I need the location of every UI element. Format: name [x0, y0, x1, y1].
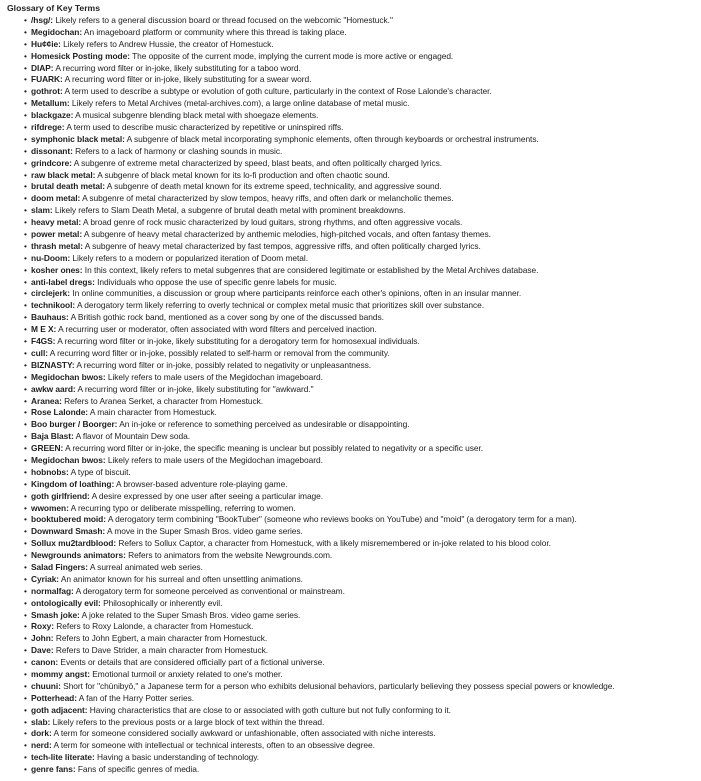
glossary-definition: A subgenre of black metal incorporating symphonic elements, often through keyboards or orchestral instruments.: [124, 133, 539, 144]
glossary-term: ontologically evil:: [31, 597, 101, 608]
glossary-item: [0, 170, 701, 182]
glossary-item: [0, 384, 701, 396]
glossary-definition: Having characteristics that are close to or associated with goth culture but not fully conforming to it.: [87, 704, 451, 715]
glossary-definition: Likely refers to a general discussion board or thread focused on the webcomic "Homestuck.": [53, 15, 393, 25]
glossary-term: anti-label dregs:: [31, 276, 95, 287]
glossary-term: grindcore:: [31, 157, 72, 168]
glossary-term: goth girlfriend:: [31, 490, 90, 501]
glossary-item: [0, 503, 701, 515]
glossary-definition: A recurring word filter or in-joke, likely substituting for a derogatory term for homosexual individuals.: [55, 336, 420, 347]
glossary-term: Metallum:: [31, 98, 70, 109]
glossary-term: gothrot:: [31, 86, 63, 97]
glossary-definition: A term used to describe music characterized by repetitive or uninspired riffs.: [64, 122, 344, 133]
glossary-term: Hu¢¢ie:: [31, 38, 61, 49]
glossary-term: John:: [31, 633, 54, 644]
glossary-item: [0, 491, 701, 503]
glossary-item: [0, 431, 701, 443]
glossary-definition: Fans of specific genres of media.: [75, 764, 200, 775]
glossary-definition: A subgenre of death metal known for its extreme speed, technicality, and aggressive sound.: [104, 181, 442, 192]
glossary-term: cull:: [31, 347, 48, 358]
glossary-item: [0, 300, 701, 312]
glossary-term: BIZNASTY:: [31, 359, 75, 370]
glossary-definition: A browser-based adventure role-playing game.: [114, 478, 288, 489]
glossary-term: slam:: [31, 205, 53, 216]
glossary-definition: Refers to Dave Strider, a main character from Homestuck.: [53, 645, 269, 656]
glossary-term: Baja Blast:: [31, 431, 74, 442]
glossary-item: [0, 181, 701, 193]
glossary-item: [0, 288, 701, 300]
glossary-term: Rose Lalonde:: [31, 407, 89, 418]
glossary-definition: A subgenre of metal characterized by slow tempos, heavy riffs, and often dark or melancholic themes.: [80, 193, 454, 204]
glossary-definition: Refers to Roxy Lalonde, a character from Homestuck.: [54, 621, 254, 632]
glossary-item: [0, 479, 701, 491]
glossary-term: booktubered moid:: [31, 514, 106, 525]
glossary-item: [0, 348, 701, 360]
glossary-term: canon:: [31, 657, 59, 668]
glossary-item: [0, 372, 701, 384]
glossary-item: [0, 39, 701, 51]
glossary-definition: A subgenre of heavy metal characterized by anthemic melodies, high-pitched vocals, and often fantasy themes.: [82, 229, 491, 240]
glossary-term: M E X:: [31, 324, 57, 335]
glossary-item: [0, 312, 701, 324]
glossary-term: tech-lite literate:: [31, 752, 95, 763]
glossary-item: [0, 63, 701, 75]
glossary-item: [0, 241, 701, 253]
glossary-item: [0, 110, 701, 122]
glossary-item: [0, 526, 701, 538]
glossary-term: Salad Fingers:: [31, 561, 89, 572]
glossary-term: blackgaze:: [31, 110, 74, 121]
glossary-item: [0, 205, 701, 217]
glossary-item: [0, 98, 701, 110]
glossary-item: [0, 610, 701, 622]
glossary-term: DIAP:: [31, 62, 54, 73]
glossary-term: F4GS:: [31, 336, 56, 347]
glossary-item: [0, 51, 701, 63]
glossary-definition: Refers to Sollux Captor, a character from Homestuck, with a likely misremembered or in-joke related to his blood color.: [116, 538, 551, 549]
glossary-item: [0, 217, 701, 229]
glossary-item: [0, 265, 701, 277]
glossary-term: nerd:: [31, 740, 52, 751]
glossary-term: mommy angst:: [31, 668, 90, 679]
glossary-term: Downward Smash:: [31, 526, 106, 537]
glossary-term: Megidochan:: [31, 26, 83, 37]
glossary-definition: A derogatory term combining "BookTuber" (someone who reviews books on YouTube) and "moid" (a derogatory term for a man).: [106, 514, 577, 525]
glossary-term: Boo burger / Boorger:: [31, 419, 118, 430]
glossary-definition: A broad genre of rock music characterized by loud guitars, strong rhythms, and often aggressive vocals.: [81, 217, 463, 228]
glossary-item: [0, 336, 701, 348]
glossary-definition: An in-joke or reference to something perceived as undesirable or disappointing.: [117, 419, 410, 430]
glossary-term: Sollux mu2tardblood:: [31, 538, 117, 549]
glossary-definition: A surreal animated web series.: [88, 561, 203, 572]
glossary-definition: A move in the Super Smash Bros. video game series.: [105, 526, 303, 537]
glossary-item: [0, 574, 701, 586]
glossary-term: awkw aard:: [31, 383, 76, 394]
glossary-definition: A subgenre of black metal known for its lo-fi production and often chaotic sound.: [95, 169, 390, 180]
glossary-item: [0, 146, 701, 158]
glossary-definition: A recurring word filter or in-joke, the specific meaning is unclear but possibly related to negativity or a specific user.: [63, 443, 484, 454]
glossary-term: chuuni:: [31, 680, 61, 691]
glossary-item: [0, 324, 701, 336]
glossary-item: [0, 681, 701, 693]
glossary-term: doom metal:: [31, 193, 81, 204]
glossary-term: rifdrege:: [31, 122, 65, 133]
glossary-item: [0, 728, 701, 740]
glossary-item: [0, 752, 701, 764]
glossary-definition: A derogatory term likely referring to overly technical or complex metal music that prioritizes skill over substance.: [75, 300, 485, 311]
glossary-definition: In this context, likely refers to metal subgenres that are considered legitimate or established by the Metal Archives database.: [82, 264, 539, 275]
glossary-item: [0, 229, 701, 241]
glossary-term: nu-Doom:: [31, 252, 71, 263]
glossary-definition: A term used to describe a subtype or evolution of goth culture, particularly in the context of Rose Lalonde's character.: [62, 86, 492, 97]
glossary-item: [0, 277, 701, 289]
glossary-definition: A desire expressed by one user after seeing a particular image.: [89, 490, 324, 501]
glossary-item: [0, 134, 701, 146]
glossary-definition: Refers to animators from the website Newgrounds.com.: [125, 550, 333, 561]
glossary-definition: A term for someone with intellectual or technical interests, often to an obsessive degree.: [51, 740, 375, 751]
glossary-item: [0, 705, 701, 717]
glossary-term: circlejerk:: [31, 288, 71, 299]
glossary-item: [0, 586, 701, 598]
glossary-definition: Refers to John Egbert, a main character from Homestuck.: [53, 633, 268, 644]
glossary-item: [0, 15, 701, 27]
glossary-item: [0, 193, 701, 205]
glossary-definition: Likely refers to Metal Archives (metal-archives.com), a large online database of metal music.: [69, 98, 410, 109]
glossary-item: [0, 396, 701, 408]
glossary-definition: Refers to a lack of harmony or clashing sounds in music.: [72, 145, 283, 156]
glossary-item: [0, 74, 701, 86]
glossary-list: [0, 15, 701, 776]
glossary-definition: A recurring word filter or in-joke, likely substituting for "awkward.": [75, 383, 314, 394]
glossary-definition: An animator known for his surreal and often unsettling animations.: [59, 573, 303, 584]
glossary-definition: A recurring user or moderator, often associated with word filters and perceived inaction.: [56, 324, 377, 335]
glossary-definition: Refers to Aranea Serket, a character from Homestuck.: [61, 395, 264, 406]
glossary-item: [0, 455, 701, 467]
glossary-term: Aranea:: [31, 395, 62, 406]
glossary-item: [0, 122, 701, 134]
glossary-term: thrash metal:: [31, 240, 83, 251]
glossary-item: [0, 764, 701, 776]
glossary-definition: A subgenre of heavy metal characterized by fast tempos, aggressive riffs, and often politically charged lyrics.: [82, 240, 481, 251]
glossary-term: Megidochan bwos:: [31, 371, 106, 382]
glossary-term: wwomen:: [31, 502, 69, 513]
glossary-definition: Events or details that are considered officially part of a fictional universe.: [58, 657, 325, 668]
glossary-definition: Likely refers to the previous posts or a large block of text within the thread.: [50, 716, 325, 727]
glossary-term: Megidochan bwos:: [31, 454, 106, 465]
glossary-definition: A type of biscuit.: [68, 466, 131, 477]
glossary-definition: Having a basic understanding of technology.: [94, 752, 260, 763]
glossary-term: Homesick Posting mode:: [31, 50, 130, 61]
glossary-term: normalfag:: [31, 585, 74, 596]
glossary-definition: A musical subgenre blending black metal with shoegaze elements.: [73, 110, 319, 121]
glossary-term: kosher ones:: [31, 264, 83, 275]
glossary-item: [0, 645, 701, 657]
glossary-term: dork:: [31, 728, 52, 739]
glossary-definition: Likely refers to Slam Death Metal, a subgenre of brutal death metal with prominent breakdowns.: [52, 205, 406, 216]
glossary-item: [0, 514, 701, 526]
glossary-item: [0, 360, 701, 372]
glossary-definition: A British gothic rock band, mentioned as a cover song by one of the discussed bands.: [68, 312, 384, 323]
glossary-heading: Glossary of Key Terms: [7, 3, 100, 13]
glossary-item: [0, 158, 701, 170]
glossary-term: Dave:: [31, 645, 54, 656]
glossary-definition: Philosophically or inherently evil.: [100, 597, 223, 608]
glossary-term: genre fans:: [31, 764, 76, 775]
glossary-term: Smash joke:: [31, 609, 80, 620]
glossary-item: [0, 598, 701, 610]
glossary-term: brutal death metal:: [31, 181, 105, 192]
glossary-item: [0, 633, 701, 645]
glossary-item: [0, 740, 701, 752]
glossary-definition: Likely refers to Andrew Hussie, the creator of Homestuck.: [60, 38, 274, 49]
glossary-definition: A subgenre of extreme metal characterized by speed, blast beats, and often politically charged lyrics.: [71, 157, 442, 168]
glossary-definition: A derogatory term for someone perceived as conventional or mainstream.: [73, 585, 345, 596]
glossary-definition: Likely refers to a modern or popularized iteration of Doom metal.: [70, 252, 308, 263]
glossary-definition: The opposite of the current mode, implying the current mode is more active or engaged.: [129, 50, 454, 61]
glossary-item: [0, 657, 701, 669]
glossary-definition: A joke related to the Super Smash Bros. video game series.: [79, 609, 301, 620]
glossary-term: Cyriak:: [31, 573, 60, 584]
glossary-term: GREEN:: [31, 443, 64, 454]
glossary-definition: A term for someone considered socially awkward or unfashionable, often associated with niche interests.: [51, 728, 436, 739]
glossary-item: [0, 562, 701, 574]
glossary-term: Newgrounds animators:: [31, 550, 126, 561]
glossary-definition: Short for "chūnibyō," a Japanese term for a person who exhibits delusional behaviors, particularly believing they possess special powers or knowledge.: [60, 680, 615, 691]
glossary-definition: Likely refers to male users of the Megidochan imageboard.: [105, 454, 323, 465]
glossary-item: [0, 550, 701, 562]
glossary-item: [0, 253, 701, 265]
glossary-term: power metal:: [31, 229, 83, 240]
glossary-definition: In online communities, a discussion or group where participants reinforce each other's opinions, often in an insular manner.: [70, 288, 522, 299]
glossary-definition: A recurring typo or deliberate misspelling, referring to women.: [68, 502, 296, 513]
glossary-item: [0, 443, 701, 455]
glossary-item: [0, 419, 701, 431]
glossary-item: [0, 693, 701, 705]
glossary-item: [0, 467, 701, 479]
glossary-term: Kingdom of loathing:: [31, 478, 115, 489]
glossary-term: FUARK:: [31, 74, 63, 85]
glossary-definition: An imageboard platform or community where this thread is taking place.: [82, 26, 347, 37]
glossary-term: Bauhaus:: [31, 312, 69, 323]
glossary-term: /hsg/:: [31, 15, 54, 25]
glossary-term: hobnobs:: [31, 466, 69, 477]
glossary-term: raw black metal:: [31, 169, 96, 180]
glossary-item: [0, 717, 701, 729]
glossary-term: slab:: [31, 716, 51, 727]
glossary-term: goth adjacent:: [31, 704, 88, 715]
glossary-item: [0, 407, 701, 419]
glossary-definition: A fan of the Harry Potter series.: [76, 692, 194, 703]
glossary-item: [0, 86, 701, 98]
glossary-definition: A recurring word filter or in-joke, likely substituting for a taboo word.: [53, 62, 301, 73]
glossary-definition: Individuals who oppose the use of specific genre labels for music.: [94, 276, 337, 287]
glossary-definition: A flavor of Mountain Dew soda.: [73, 431, 190, 442]
glossary-definition: A recurring word filter or in-joke, likely substituting for a swear word.: [62, 74, 312, 85]
glossary-term: technikool:: [31, 300, 76, 311]
cut-off-text-line: [6, 0, 696, 2]
glossary-definition: A recurring word filter or in-joke, possibly related to negativity or unpleasantness.: [74, 359, 372, 370]
glossary-item: [0, 27, 701, 39]
glossary-term: symphonic black metal:: [31, 133, 125, 144]
glossary-definition: A recurring word filter or in-joke, possibly related to self-harm or removal from the community.: [47, 347, 390, 358]
glossary-item: [0, 538, 701, 550]
glossary-item: [0, 669, 701, 681]
glossary-definition: Likely refers to male users of the Megidochan imageboard.: [105, 371, 323, 382]
glossary-term: Potterhead:: [31, 692, 77, 703]
glossary-definition: A main character from Homestuck.: [88, 407, 217, 418]
glossary-definition: Emotional turmoil or anxiety related to one's mother.: [89, 668, 283, 679]
glossary-item: [0, 621, 701, 633]
glossary-term: Roxy:: [31, 621, 55, 632]
glossary-term: heavy metal:: [31, 217, 82, 228]
glossary-term: dissonant:: [31, 145, 73, 156]
